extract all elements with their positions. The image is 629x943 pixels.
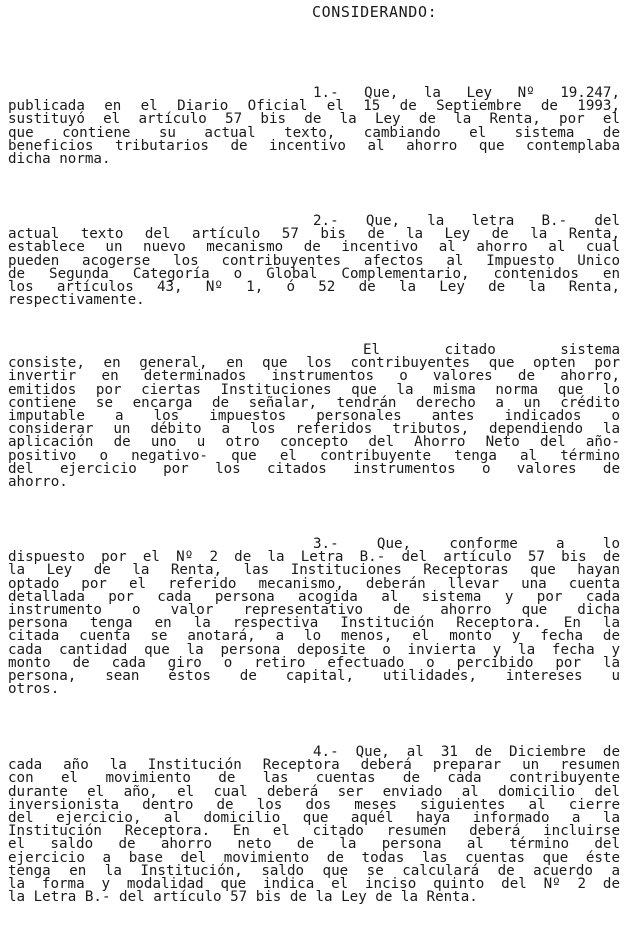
text-line: dispuesto por el Nº 2 de la Letra B.- del artículo 57 bis de — [8, 549, 620, 566]
text-line: respectivamente. — [8, 292, 145, 309]
text-line: beneficios tributarios de incentivo al ahorro que contemplaba — [8, 137, 620, 154]
text-line: 4.- Que, al 31 de Diciembre de — [313, 744, 620, 760]
text-line: sustituyó el artículo 57 bis de la Ley de la Renta, por el — [8, 111, 620, 128]
text-line: aplicación de uno u otro concepto del Ahorro Neto del año- — [8, 434, 620, 451]
text-line: El citado sistema — [363, 342, 620, 358]
text-line: establece un nuevo mecanismo de incentivo al ahorro al cual — [8, 239, 620, 256]
text-line: 3.- Que, conforme a lo — [313, 536, 620, 552]
text-line: con el movimiento de las cuentas de cada contribuyente — [8, 770, 620, 787]
text-line: citada cuenta se anotará, a lo menos, el monto y fecha de — [8, 628, 620, 645]
text-line: monto de cada giro o retiro efectuado o percibido por la — [8, 654, 620, 671]
text-line: del ejercicio, al domicilio que aquél haya informado a la — [8, 809, 620, 826]
text-line: 2.- Que, la letra B.- del — [313, 213, 620, 229]
text-line: la Ley de la Renta, las Instituciones Receptoras que hayan — [8, 562, 620, 579]
text-line: la forma y modalidad que indica el inciso quinto del Nº 2 de — [8, 875, 620, 892]
text-line: persona, sean éstos de capital, utilidades, intereses u — [8, 667, 620, 684]
text-line: otros. — [8, 681, 60, 698]
paragraph-3 — [8, 344, 620, 489]
text-line: imputable a los impuestos personales antes indicados o — [8, 407, 620, 424]
text-line: los artículos 43, Nº 1, ó 52 de la Ley de la Renta, — [8, 278, 620, 295]
text-line: dicha norma. — [8, 150, 111, 167]
text-line: invertir en determinados instrumentos o valores de ahorro, — [8, 368, 620, 385]
text-line: actual texto del artículo 57 bis de la Ley de la Renta, — [8, 226, 620, 243]
text-line: persona tenga en la respectiva Institución Receptora. En la — [8, 615, 620, 632]
section-heading: CONSIDERANDO: — [312, 3, 438, 21]
text-line: cada año la Institución Receptora deberá preparar un resumen — [8, 757, 620, 774]
text-line: de Segunda Categoría o Global Complementario, contenidos en — [8, 265, 620, 282]
text-line: considerar un débito a los referidos tributos, dependiendo la — [8, 421, 620, 438]
text-line: optado por el referido mecanismo, deberán llevar una cuenta — [8, 575, 620, 592]
paragraph-1 — [8, 87, 620, 166]
text-line: pueden acogerse los contribuyentes afectos al Impuesto Unico — [8, 252, 620, 269]
text-line: cada cantidad que la persona deposite o invierta y la fecha y — [8, 641, 620, 658]
text-line: 1.- Que, la Ley Nº 19.247, — [313, 85, 620, 101]
text-line: tenga en la Institución, saldo que se calculará de acuerdo a — [8, 862, 620, 879]
text-line: ahorro. — [8, 473, 68, 490]
paragraph-5 — [8, 746, 620, 904]
paragraph-4 — [8, 538, 620, 696]
text-line: Institución Receptora. En el citado resumen deberá incluirse — [8, 823, 620, 840]
text-line: ejercicio a base del movimiento de todas las cuentas que éste — [8, 849, 620, 866]
text-line: consiste, en general, en que los contribuyentes que opten por — [8, 355, 620, 372]
text-line: publicada en el Diario Oficial el 15 de Septiembre de 1993, — [8, 98, 620, 115]
text-line: durante el año, el cual deberá ser enviado al domicilio del — [8, 783, 620, 800]
text-line: inversionista dentro de los dos meses siguientes al cierre — [8, 796, 620, 813]
paragraph-2 — [8, 215, 620, 307]
text-line: positivo o negativo- que el contribuyente tenga al término — [8, 447, 620, 464]
text-line: la Letra B.- del artículo 57 bis de la Ley de la Renta. — [8, 889, 478, 906]
text-line: del ejercicio por los citados instrumentos o valores de — [8, 460, 620, 477]
text-line: el saldo de ahorro neto de la persona al término del — [8, 836, 620, 853]
text-line: emitidos por ciertas Instituciones que la misma norma que lo — [8, 381, 620, 398]
text-line: que contiene su actual texto, cambiando el sistema de — [8, 124, 620, 141]
text-line: instrumento o valor representativo de ahorro que dicha — [8, 601, 620, 618]
text-line: detallada por cada persona acogida al sistema y por cada — [8, 588, 620, 605]
text-line: contiene se encarga de señalar, tendrán derecho a un crédito — [8, 394, 620, 411]
